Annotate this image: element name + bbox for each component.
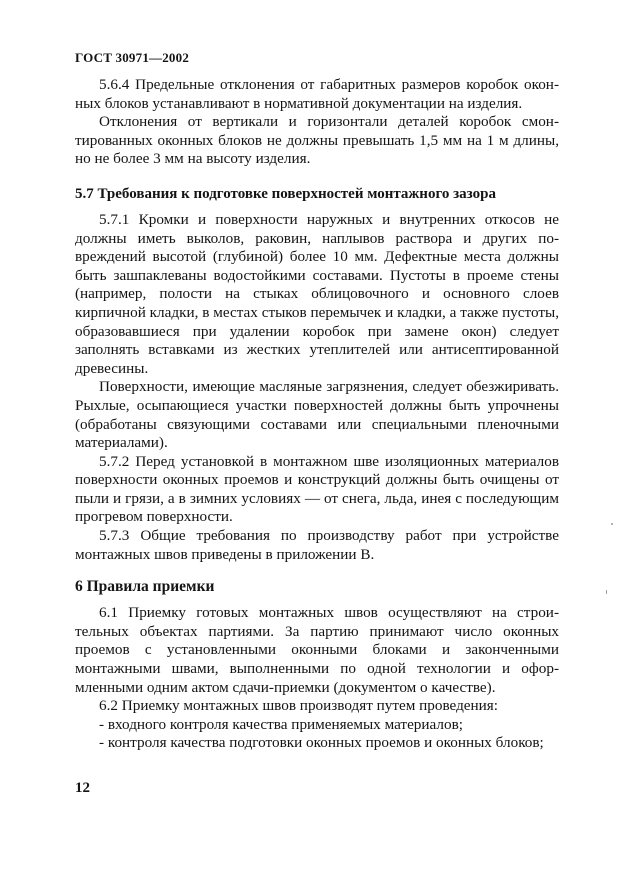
scan-speck [611,523,613,525]
paragraph-6-1: 6.1 Приемку готовых монтажных швов осуществляют на строительных объектах партиями. За партию принимают число оконных проемов с установленными оконными блоками и законченными монтажными швами, выполненными по одной технологии и оформленными одним актом сдачи-приемки (документом о качестве). [75,604,559,696]
paragraph-5-7-1: 5.7.1 Кромки и поверхности наружных и внутренних откосов не должны иметь выколов, раковин, наплывов раствора и других повреждений высотой (глубиной) более 10 мм. Дефектные места должны быть зашпаклеваны водостойкими составами. Пустоты в проеме стены (например, полости на стыках облицовочного и основного слоев кирпичной кладки, в местах стыков перемычек и кладки, а также пустоты, образовавшиеся при удалении коробок при замене окон) следует заполнять вставками из жестких утеплителей или антисептированной древесины. [75,210,559,377]
running-header: ГОСТ 30971—2002 [75,50,190,65]
paragraph-5-7-2: 5.7.2 Перед установкой в монтажном шве изоляционных материалов поверхности оконных проемов и конструкций должны быть очищены от пыли и грязи, а в зимних условиях — от снега, льда, инея с последующим прогревом поверхности. [75,452,559,526]
paragraph-5-7-3: 5.7.3 Общие требования по производству работ при устройстве монтажных швов приведены в приложении В. [75,527,559,563]
list-item-input-control: - входного контроля качества применяемых материалов; [99,715,463,733]
section-heading-5-7: 5.7 Требования к подготовке поверхностей монтажного зазора [75,185,496,202]
paragraph-deviation: Отклонения от вертикали и горизонтали деталей коробок смонтированных оконных блоков не должны превышать 1,5 мм на 1 м длины, но не более 3 мм на высоту изделия. [75,113,559,168]
paragraph-5-6-4: 5.6.4 Предельные отклонения от габаритных размеров коробок оконных блоков устанавливают в нормативной документации на изделия. [75,76,559,112]
page-number: 12 [75,780,90,796]
body-text [75,76,559,753]
paragraph-6-2: 6.2 Приемку монтажных швов производят путем проведения: [99,697,498,715]
paragraph-oil-surfaces: Поверхности, имеющие масляные загрязнения, следует обезжиривать. Рыхлые, осыпающиеся участки поверхностей должны быть упрочнены (обработаны связующими составами или специальными пленочными материалами). [75,378,559,452]
scan-speck [606,590,607,594]
list-item-preparation-control: - контроля качества подготовки оконных проемов и оконных блоков; [99,734,544,752]
section-heading-6: 6 Правила приемки [75,578,215,596]
